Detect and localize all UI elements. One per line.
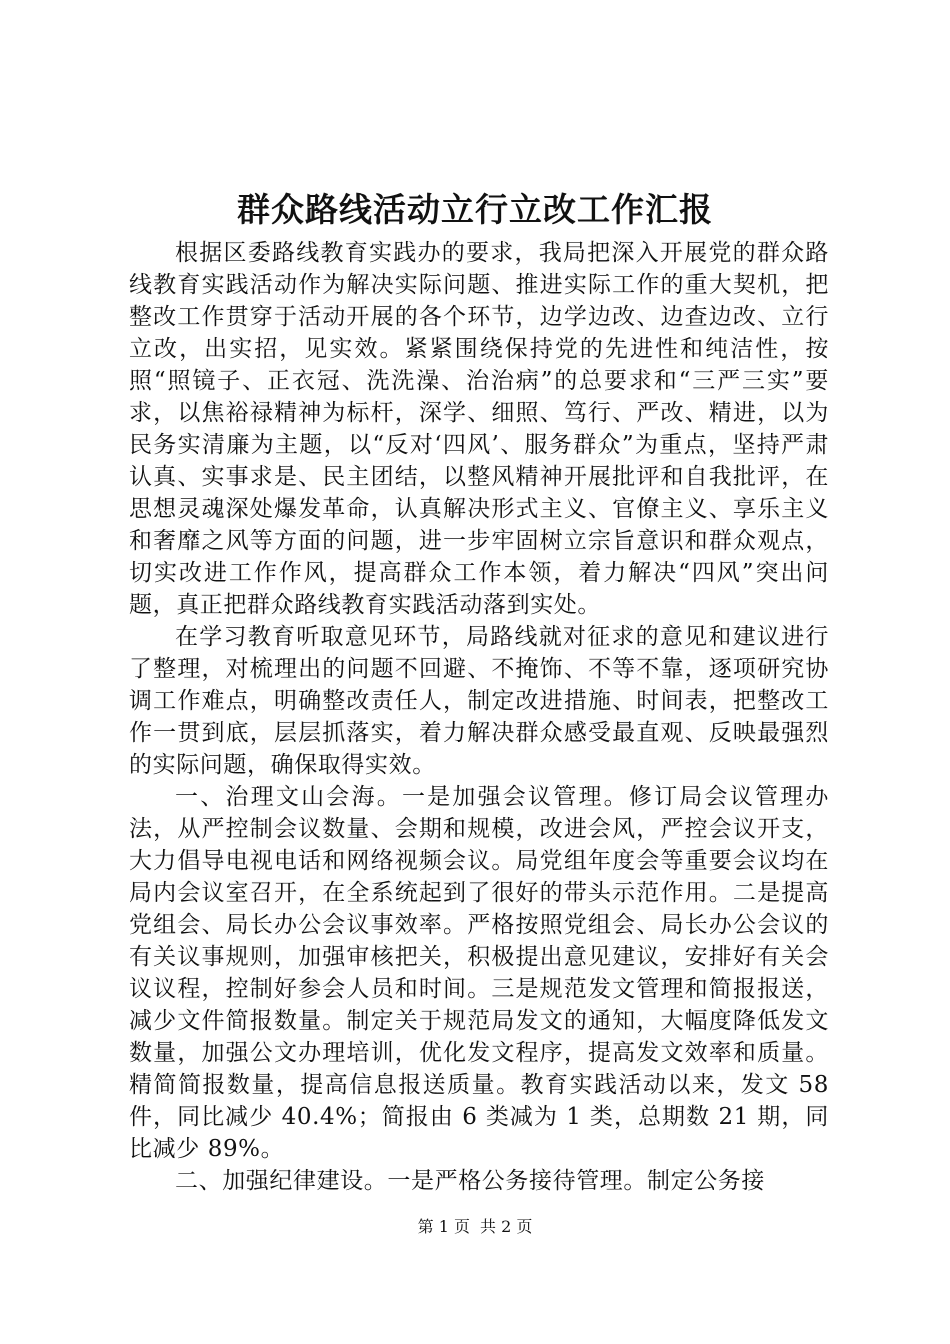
- paragraph-section-two: 二、加强纪律建设。一是严格公务接待管理。制定公务接: [175, 1168, 765, 1194]
- paragraph-listening-feedback: 在学习教育听取意见环节，局路线就对征求的意见和建议进行了整理，对梳理出的问题不回避、不掩饰、不等不靠，逐项研究协调工作难点，明确整改责任人，制定改进措施、时间表，把整改工作一贯到底，层层抓落实，着力解决群众感受最直观、反映最强烈的实际问题，确保取得实效。: [129, 624, 829, 778]
- document-title: 群众路线活动立行立改工作汇报: [237, 190, 713, 229]
- paragraph-intro: 根据区委路线教育实践办的要求，我局把深入开展党的群众路线教育实践活动作为解决实际问题、推进实际工作的重大契机，把整改工作贯穿于活动开展的各个环节，边学边改、边查边改、立行立改，出实招，见实效。紧紧围绕保持党的先进性和纯洁性，按照“照镜子、正衣冠、洗洗澡、治治病”的总要求和“三严三实”要求，以焦裕禄精神为标杆，深学、细照、笃行、严改、精进，以为民务实清廉为主题，以“反对‘四风’、服务群众”为重点，坚持严肃认真、实事求是、民主团结，以整风精神开展批评和自我批评，在思想灵魂深处爆发革命，认真解决形式主义、官僚主义、享乐主义和奢靡之风等方面的问题，进一步牢固树立宗旨意识和群众观点，切实改进工作作风，提高群众工作本领，着力解决“四风”突出问题，真正把群众路线教育实践活动落到实处。: [129, 240, 829, 618]
- paragraph-section-one: 一、治理文山会海。一是加强会议管理。修订局会议管理办法，从严控制会议数量、会期和规模，改进会风，严控会议开支，大力倡导电视电话和网络视频会议。局党组年度会等重要会议均在局内会议室召开，在全系统起到了很好的带头示范作用。二是提高党组会、局长办公会议事效率。严格按照党组会、局长办公会议的有关议事规则，加强审核把关，积极提出意见建议，安排好有关会议议程，控制好参会人员和时间。三是规范发文管理和简报报送，减少文件简报数量。制定关于规范局发文的通知，大幅度降低发文数量，加强公文办理培训，优化发文程序，提高发文效率和质量。精简简报数量，提高信息报送质量。教育实践活动以来，发文 58 件，同比减少 40.4%；简报由 6 类减为 1 类，总期数 21 期，同比减少 89%。: [129, 784, 829, 1162]
- page-number-total: 共 2 页: [480, 1217, 533, 1236]
- page-footer: [0, 1216, 950, 1238]
- document-body: [129, 237, 829, 1197]
- page-number-current: 第 1 页: [417, 1217, 470, 1236]
